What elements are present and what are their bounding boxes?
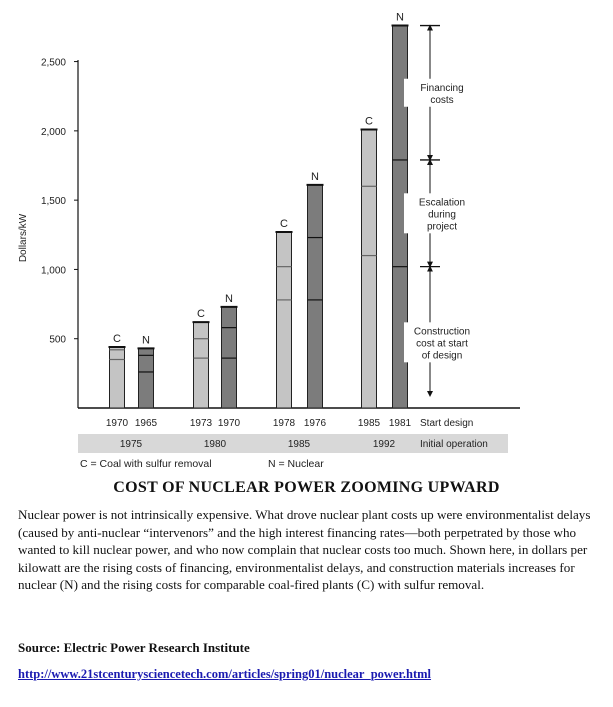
initial-operation-year: 1975	[119, 439, 143, 450]
bar-type-label: N	[142, 334, 150, 347]
initial-operation-year: 1985	[287, 439, 311, 450]
bar-coal	[277, 232, 292, 408]
bar-type-label: N	[396, 11, 404, 24]
legend-coal: C = Coal with sulfur removal	[80, 458, 212, 470]
start-design-year: 1978	[272, 418, 296, 429]
start-design-year: 1976	[303, 418, 327, 429]
start-design-year: 1970	[105, 418, 129, 429]
bar-type-label: C	[365, 115, 373, 128]
start-design-year: 1981	[388, 418, 412, 429]
bar-type-label: C	[280, 218, 288, 231]
initial-operation-year: 1992	[372, 439, 396, 450]
figure-heading: COST OF NUCLEAR POWER ZOOMING UPWARD	[113, 479, 500, 496]
start-design-year: 1985	[357, 418, 381, 429]
start-design-row-label: Start design	[420, 418, 474, 429]
figure-caption: Nuclear power is not intrinsically expensive. What drove nuclear plant costs up were environmentalist delays (caused by anti-nuclear “intervenors” and the high interest financing rates—both perpetrated by those who wanted to kill nuclear power, and who now complain that nuclear costs too much. Shown here, in dollars per kilowatt are the rising costs of financing, environmentalist delays, and construction materials increases for nuclear (N) and the rising costs for comparable coal-fired plants (C) with sulfur removal.	[18, 507, 591, 593]
bar-nuclear	[139, 348, 154, 408]
y-axis-label: Dollars/kW	[18, 213, 29, 263]
construction-label: Construction cost at start of design	[413, 326, 471, 362]
bar-type-label: C	[197, 308, 205, 321]
y-tick-label: 1,500	[40, 196, 66, 208]
start-design-year: 1970	[217, 418, 241, 429]
y-tick-label: 2,000	[40, 126, 66, 138]
bar-type-label: N	[225, 292, 233, 305]
bar-nuclear	[222, 307, 237, 408]
y-tick-label: 2,500	[40, 57, 66, 69]
y-tick-label: 500	[49, 334, 66, 346]
bar-nuclear	[308, 185, 323, 408]
bar-type-label: C	[113, 333, 121, 346]
bar-type-label: N	[311, 170, 319, 183]
bar-coal	[362, 129, 377, 408]
bar-coal	[110, 347, 125, 408]
legend-nuclear: N = Nuclear	[268, 458, 324, 470]
start-design-year: 1965	[134, 418, 158, 429]
source-note: Source: Electric Power Research Institute	[18, 640, 250, 655]
start-design-year: 1973	[189, 418, 213, 429]
bar-coal	[194, 322, 209, 408]
source-url: http://www.21stcenturysciencetech.com/articles/spring01/nuclear_power.html	[18, 667, 432, 681]
escalation-label: Escalation during project	[418, 197, 466, 233]
financing-label: Financing costs	[420, 82, 464, 106]
initial-operation-year: 1980	[203, 439, 227, 450]
y-tick-label: 1,000	[40, 265, 66, 277]
initial-operation-row-label: Initial operation	[420, 439, 488, 450]
